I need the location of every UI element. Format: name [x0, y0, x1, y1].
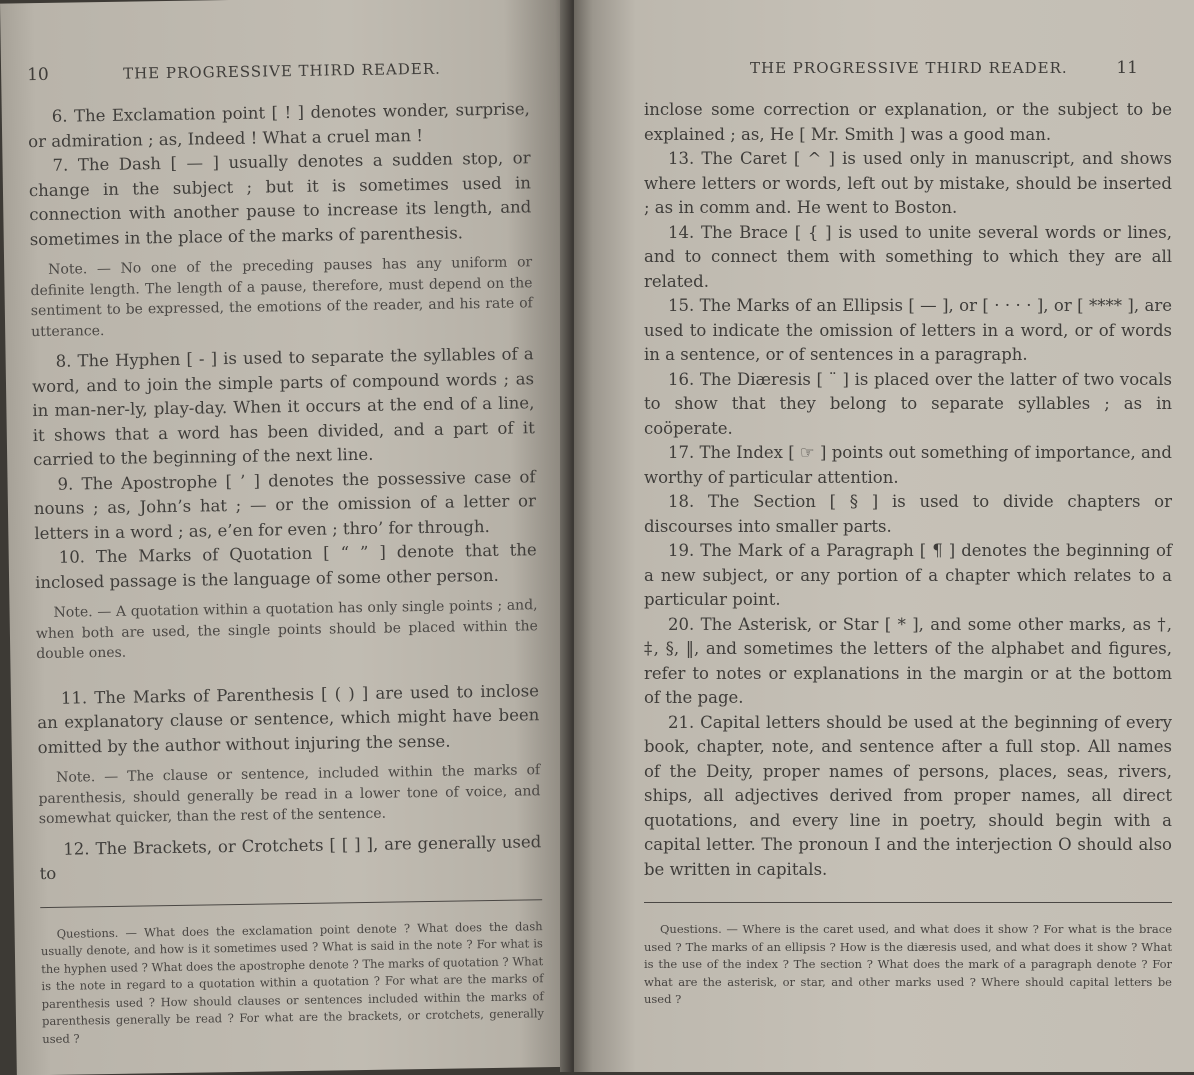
- paragraph-9-apostrophe: 9. The Apostrophe [ ’ ] denotes the possessive case of nouns ; as, John’s hat ; — or the omission of a letter or letters in a word ; as, e’en for even ; thro’ for through.: [33, 466, 537, 543]
- questions-footnote: Questions. — What does the exclamation point denote ? What does the dash usually denote, and how is it sometimes used ? What is said in the note ? For what is the hyphen used ? What does the apostrophe denote ? The marks of quotation ? What is the note in regard to a quotation within a quotation ? For what are the marks of parenthesis used ? How should clauses or sentences included within the marks of parenthesis generally be read ? For what are the brackets, or crotchets, generally used ?: [40, 918, 545, 1046]
- paragraph-12-brackets: 12. The Brackets, or Crotchets [ [ ] ], are generally used to: [39, 831, 542, 884]
- paragraph-11-parenthesis: 11. The Marks of Parenthesis [ ( ) ] are used to inclose an explanatory clause or sentence, which might have been omitted by the author without injuring the sense.: [37, 680, 540, 757]
- paragraph-12-continued: inclose some correction or explanation, or the subject to be explained ; as, He [ Mr. Smith ] was a good man.: [644, 100, 1172, 144]
- running-head: THE PROGRESSIVE THIRD READER.: [750, 59, 1068, 77]
- right-page: [574, 0, 1194, 1072]
- paragraph-10-quotation: 10. The Marks of Quotation [ “ ” ] denote that the inclosed passage is the language of some other person.: [34, 540, 537, 592]
- paragraph-17-index: 17. The Index [ ☞ ] points out something of importance, and worthy of particular attention.: [644, 443, 1172, 487]
- paragraph-21-capitals: 21. Capital letters should be used at the beginning of every book, chapter, note, and sentence after a full stop. All names of the Deity, proper names of persons, places, seas, rivers, ships, all adjectives derived from proper names, all direct quotations, and every line in poetry, should begin with a capital letter. The pronoun I and the interjection O should also be written in capitals.: [644, 712, 1172, 879]
- paragraph-16-diaeresis: 16. The Diæresis [ ¨ ] is placed over the latter of two vocals to show that they belong to separate syllables ; as in coöperate.: [644, 369, 1172, 438]
- page-number: 11: [1116, 58, 1138, 78]
- paragraph-13-caret: 13. The Caret [ ^ ] is used only in manuscript, and shows where letters or words, left out by mistake, should be inserted ; as in comm and. He went to Boston.: [644, 149, 1172, 217]
- paragraph-6-exclamation: 6. The Exclamation point [ ! ] denotes wonder, surprise, or admiration ; as, Indeed ! What a cruel man !: [28, 99, 530, 151]
- paragraph-18-section: 18. The Section [ § ] is used to divide chapters or discourses into smaller parts.: [644, 492, 1172, 536]
- note-quotation: Note. — A quotation within a quotation has only single points ; and, when both are used, the single points should be placed within the double ones.: [35, 597, 538, 663]
- paragraph-7-dash: 7. The Dash [ — ] usually denotes a sudden stop, or change in the subject ; but it is sometimes used in connection with another pause to increase its length, and sometimes in the place of the marks of parenthesis.: [28, 148, 532, 249]
- left-page: [0, 0, 589, 1075]
- note-pauses: Note. — No one of the preceding pauses has any uniform or definite length. The length of a pause, therefore, must depend on the sentiment to be expressed, the emotions of the reader, and his rate of utterance.: [30, 254, 533, 340]
- note-parenthesis: Note. — The clause or sentence, included within the marks of parenthesis, should generally be read in a lower tone of voice, and somewhat quicker, than the rest of the sentence.: [38, 762, 541, 828]
- paragraph-19-paragraph-mark: 19. The Mark of a Paragraph [ ¶ ] denotes the beginning of a new subject, or any portion of a chapter which relates to a particular point.: [644, 541, 1172, 609]
- paragraph-15-ellipsis: 15. The Marks of an Ellipsis [ — ], or [ · · · · ], or [ **** ], are used to indicate the omission of letters in a word, or of words in a sentence, or of sentences in a paragraph.: [644, 296, 1172, 364]
- footnote-rule: [40, 899, 542, 908]
- paragraph-20-asterisk: 20. The Asterisk, or Star [ * ], and some other marks, as †, ‡, §, ‖, and sometimes the letters of the alphabet and figures, refer to notes or explanations in the margin or at the bottom of the page.: [644, 614, 1172, 707]
- page-number: 10: [26, 64, 49, 86]
- left-page-header: [27, 57, 529, 85]
- footnote-rule: [644, 902, 1172, 903]
- running-head: THE PROGRESSIVE THIRD READER.: [123, 59, 441, 83]
- right-page-header: [644, 58, 1172, 78]
- questions-footnote: Questions. — Where is the caret used, and what does it show ? For what is the brace used ? The marks of an ellipsis ? How is the diæresis used, and what does it show ? What is the use of the index ? The section ? What does the mark of a paragraph denote ? For what are the asterisk, or star, and other marks used ? Where should capital letters be used ?: [644, 922, 1172, 1006]
- paragraph-8-hyphen: 8. The Hyphen [ - ] is used to separate the syllables of a word, and to join the simple parts of compound words ; as in man-ner-ly, play-day. When it occurs at the end of a line, it shows that a word has been divided, and a part of it carried to the beginning of the next line.: [31, 344, 535, 470]
- paragraph-14-brace: 14. The Brace [ { ] is used to unite several words or lines, and to connect them with something to which they are all related.: [644, 222, 1172, 291]
